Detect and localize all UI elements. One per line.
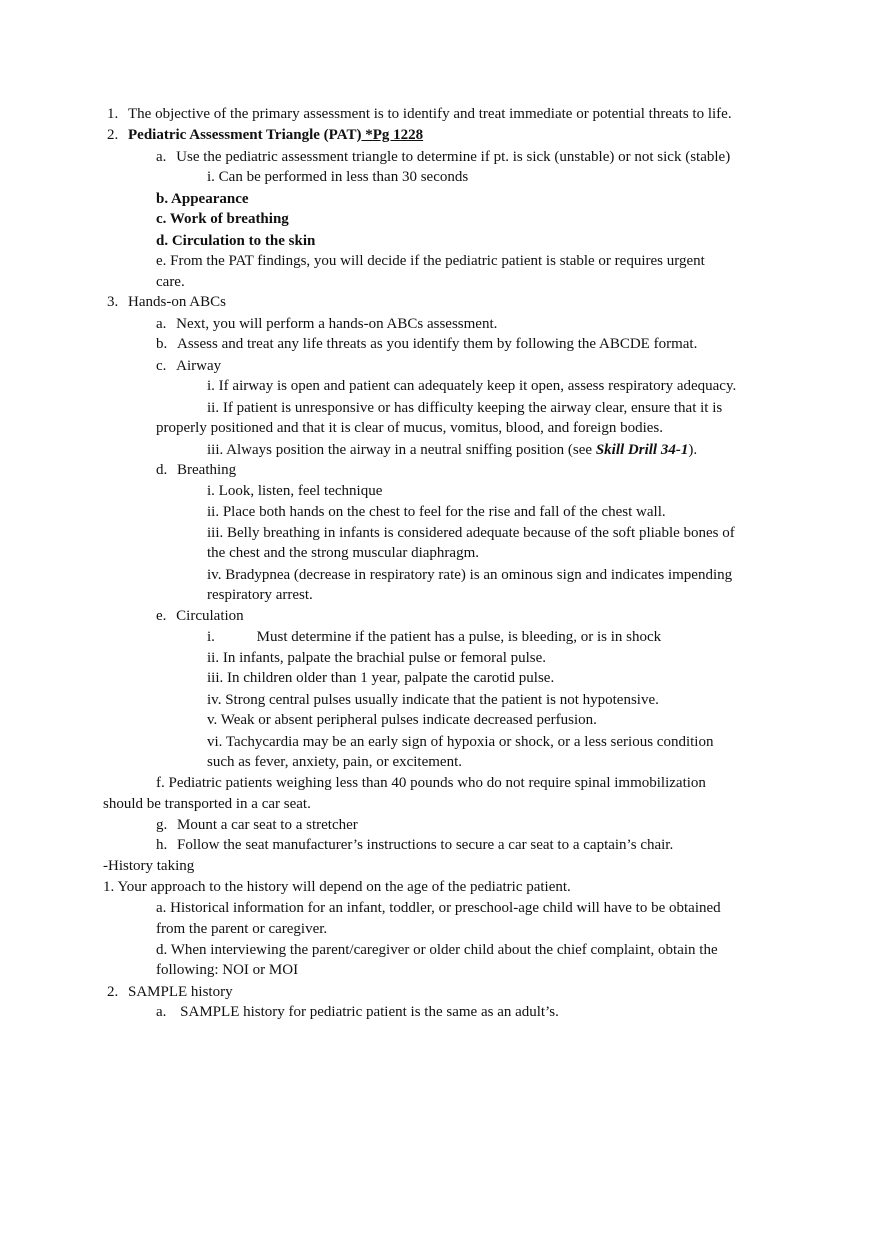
sub-text: SAMPLE history for pediatric patient is the same as an adult’s. bbox=[180, 1004, 559, 1020]
sub-letter: e. bbox=[156, 608, 167, 624]
history-item-d: d. When interviewing the parent/caregiver or older child about the chief complaint, obtain the bbox=[156, 942, 718, 958]
pat-work-of-breathing: c. Work of breathing bbox=[156, 211, 289, 227]
breathing-iv-cont: respiratory arrest. bbox=[207, 587, 313, 603]
pat-item-e-cont: care. bbox=[156, 274, 185, 290]
skill-drill-reference: Skill Drill 34-1 bbox=[595, 442, 689, 458]
sub-letter: b. bbox=[156, 336, 168, 352]
list-item-2 bbox=[107, 125, 423, 145]
abc-item-d bbox=[156, 460, 236, 480]
sub-letter: a. bbox=[156, 316, 167, 332]
airway-iii-end: ). bbox=[688, 442, 698, 458]
sub-letter: g. bbox=[156, 817, 168, 833]
abc-item-h bbox=[156, 835, 673, 855]
list-item-text: Hands-on ABCs bbox=[128, 294, 226, 310]
abc-item-b bbox=[156, 334, 697, 354]
list-number: 2. bbox=[107, 984, 119, 1000]
airway-i: i. If airway is open and patient can adequately keep it open, assess respiratory adequacy. bbox=[207, 378, 737, 394]
circulation-iv: iv. Strong central pulses usually indicate that the patient is not hypotensive. bbox=[207, 692, 659, 708]
sub-text: Airway bbox=[176, 358, 222, 374]
circulation-iii: iii. In children older than 1 year, palpate the carotid pulse. bbox=[207, 670, 555, 686]
pat-item-a bbox=[156, 147, 730, 167]
sub-text: Assess and treat any life threats as you identify them by following the ABCDE format. bbox=[177, 336, 698, 352]
sample-history-item bbox=[107, 982, 233, 1002]
abc-item-c bbox=[156, 356, 221, 376]
airway-iii bbox=[207, 440, 697, 460]
abc-item-a bbox=[156, 314, 497, 334]
sub-letter: c. bbox=[156, 358, 167, 374]
abc-item-f-cont: should be transported in a car seat. bbox=[103, 796, 311, 812]
airway-ii: ii. If patient is unresponsive or has difficulty keeping the airway clear, ensure that it is bbox=[207, 400, 723, 416]
list-number: 3. bbox=[107, 294, 119, 310]
breathing-ii: ii. Place both hands on the chest to feel for the rise and fall of the chest wall. bbox=[207, 504, 666, 520]
sub-text: Follow the seat manufacturer’s instructions to secure a car seat to a captain’s chair. bbox=[177, 837, 674, 853]
pat-item-e: e. From the PAT findings, you will decide if the pediatric patient is stable or requires urgent bbox=[156, 253, 705, 269]
sub-text: Next, you will perform a hands-on ABCs assessment. bbox=[176, 316, 498, 332]
sub-letter: d. bbox=[156, 462, 168, 478]
breathing-iii: iii. Belly breathing in infants is considered adequate because of the soft pliable bones of bbox=[207, 525, 735, 541]
sub-letter: a. bbox=[156, 149, 167, 165]
circulation-i bbox=[207, 627, 661, 647]
circulation-vi: vi. Tachycardia may be an early sign of hypoxia or shock, or a less serious condition bbox=[207, 734, 714, 750]
history-item-a: a. Historical information for an infant, toddler, or preschool-age child will have to be obtained bbox=[156, 900, 721, 916]
pat-heading: Pediatric Assessment Triangle (PAT) bbox=[128, 127, 362, 143]
breathing-iii-cont: the chest and the strong muscular diaphragm. bbox=[207, 545, 480, 561]
history-item-a-cont: from the parent or caregiver. bbox=[156, 921, 328, 937]
history-heading: -History taking bbox=[103, 858, 195, 874]
sub-text: Circulation bbox=[176, 608, 244, 624]
pat-item-a-i: i. Can be performed in less than 30 seconds bbox=[207, 169, 469, 185]
sub-text: Mount a car seat to a stretcher bbox=[177, 817, 358, 833]
list-item-text: SAMPLE history bbox=[128, 984, 233, 1000]
roman-numeral: i. bbox=[207, 629, 215, 645]
list-number: 2. bbox=[107, 127, 119, 143]
list-item-1 bbox=[107, 104, 732, 124]
list-number: 1. bbox=[107, 106, 119, 122]
list-item-text: The objective of the primary assessment is to identify and treat immediate or potential threats to life. bbox=[128, 106, 732, 122]
abc-item-f: f. Pediatric patients weighing less than 40 pounds who do not require spinal immobilization bbox=[156, 775, 706, 791]
sample-item-a bbox=[156, 1002, 559, 1022]
sub-text: Use the pediatric assessment triangle to determine if pt. is sick (unstable) or not sick (stable) bbox=[176, 149, 731, 165]
circulation-vi-cont: such as fever, anxiety, pain, or excitement. bbox=[207, 754, 462, 770]
abc-item-g bbox=[156, 815, 358, 835]
circulation-v: v. Weak or absent peripheral pulses indicate decreased perfusion. bbox=[207, 712, 597, 728]
page-reference: *Pg 1228 bbox=[361, 127, 424, 143]
breathing-iv: iv. Bradypnea (decrease in respiratory rate) is an ominous sign and indicates impending bbox=[207, 567, 733, 583]
breathing-i: i. Look, listen, feel technique bbox=[207, 483, 383, 499]
sub-letter: h. bbox=[156, 837, 168, 853]
pat-appearance: b. Appearance bbox=[156, 191, 249, 207]
list-item-3 bbox=[107, 292, 226, 312]
history-item-d-cont: following: NOI or MOI bbox=[156, 962, 299, 978]
pat-circulation: d. Circulation to the skin bbox=[156, 233, 316, 249]
history-item-1: 1. Your approach to the history will depend on the age of the pediatric patient. bbox=[103, 879, 571, 895]
circulation-i-text: Must determine if the patient has a pulse, is bleeding, or is in shock bbox=[256, 629, 662, 645]
sub-text: Breathing bbox=[177, 462, 237, 478]
sub-letter: a. bbox=[156, 1004, 167, 1020]
abc-item-e bbox=[156, 606, 244, 626]
airway-iii-text: iii. Always position the airway in a neutral sniffing position (see bbox=[207, 442, 596, 458]
airway-ii-cont: properly positioned and that it is clear of mucus, vomitus, blood, and foreign bodies. bbox=[156, 420, 663, 436]
circulation-ii: ii. In infants, palpate the brachial pulse or femoral pulse. bbox=[207, 650, 547, 666]
